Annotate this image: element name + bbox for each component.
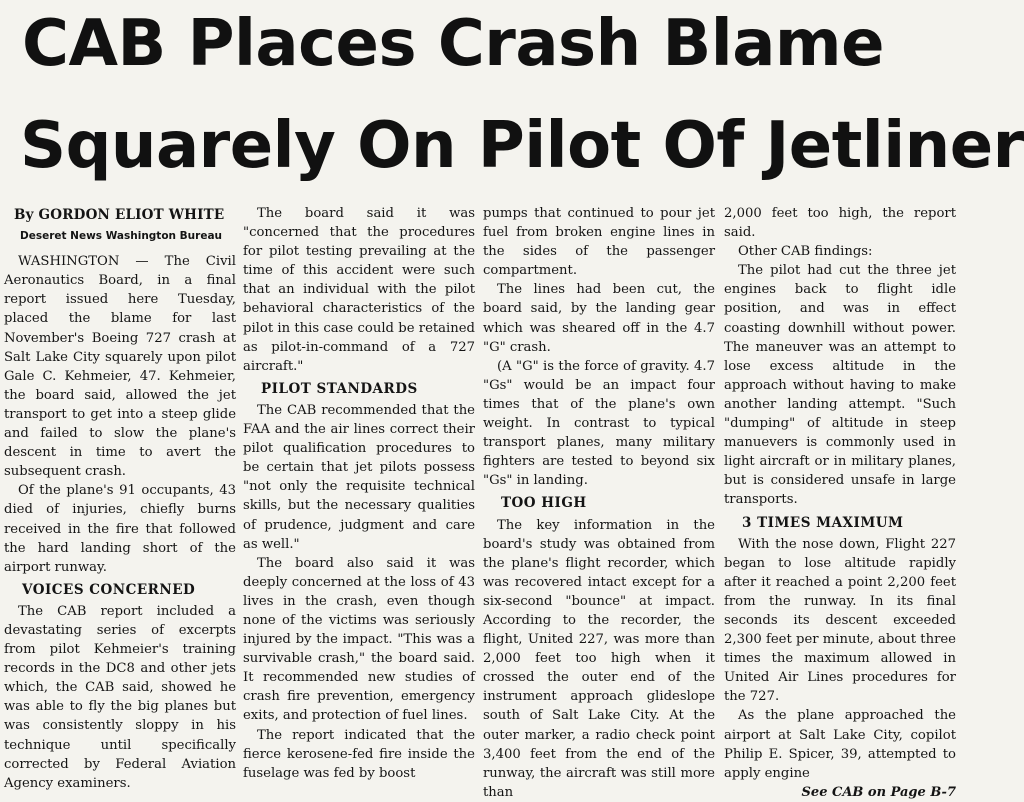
article-column-3: [483, 204, 715, 800]
article-column-4: [724, 204, 956, 800]
headline-line-2: Squarely On Pilot Of Jetliner: [20, 109, 1024, 183]
paragraph: The key information in the board's study was obtained from the plane's flight recorder, which was recovered intact except for a six-second "bounce" at impact. According to the recorder, the flight, United 227, was more than 2,000 feet too high when it crossed the outer end of the instrument approach glideslope south of Salt Lake City. At the outer marker, a radio check point 3,400 feet from the end of the runway, the aircraft was still more than: [483, 517, 715, 800]
subhead-too-high: TOO HIGH: [501, 495, 587, 512]
byline: By GORDON ELIOT WHITE: [14, 207, 225, 223]
paragraph: Of the plane's 91 occupants, 43 died of injuries, chiefly burns received in the fire that followed the hard landing short of the airport runway.: [4, 483, 236, 575]
paragraph: The CAB report included a devastating series of excerpts from pilot Kehmeier's training records in the DC8 and other jets which, the CAB said, showed he was able to fly the big planes but was consistently sloppy in his technique until specifically corrected by Federal Aviation Agency examiners.: [4, 603, 236, 791]
paragraph: The lines had been cut, the board said, by the landing gear which was sheared off in the 4.7 "G" crash.: [483, 282, 715, 355]
headline-line-1: CAB Places Crash Blame: [22, 7, 884, 81]
bureau-credit: Deseret News Washington Bureau: [20, 230, 223, 243]
paragraph: As the plane approached the airport at Salt Lake City, copilot Philip E. Spicer, 39, attempted to apply engine: [724, 708, 956, 781]
paragraph: The board said it was "concerned that the procedures for pilot testing prevailing at the time of this accident were such that an individual with the pilot behavioral characteristics of the pilot in this case could be retained as pilot-in-command of a 727 aircraft.": [243, 206, 475, 374]
paragraph: The report indicated that the fierce kerosene-fed fire inside the fuselage was fed by boost: [243, 727, 475, 781]
paragraph: With the nose down, Flight 227 began to lose altitude rapidly after it reached a point 2,200 feet from the runway. In its final seconds its descent exceeded 2,300 feet per minute, about three times the maximum allowed in United Air Lines procedures for the 727.: [724, 536, 956, 705]
subhead-3-times-maximum: 3 TIMES MAXIMUM: [742, 514, 904, 531]
paragraph: The CAB recommended that the FAA and the air lines correct their pilot qualification procedures to be certain that jet pilots possess "not only the requisite technical skills, but the necessary qualities of prudence, judgment and care as well.": [243, 402, 475, 552]
paragraph: pumps that continued to pour jet fuel from broken engine lines in the sides of the passenger compartment.: [483, 206, 715, 279]
paragraph: 2,000 feet too high, the report said.: [724, 206, 956, 241]
paragraph: WASHINGTON — The Civil Aeronautics Board, in a final report issued here Tuesday, placed the blame for last November's Boeing 727 crash at Salt Lake City squarely upon pilot Gale C. Kehmeier, 47. Kehmeier, the board said, allowed the jet transport to get into a steep glide and failed to slow the plane's descent in time to avert the subsequent crash.: [4, 254, 236, 480]
article-column-2: [243, 204, 475, 781]
paragraph: The pilot had cut the three jet engines back to flight idle position, and was in effect coasting downhill without power. The maneuver was an attempt to lose excess altitude in the approach without having to make another landing attempt. "Such "dumping" of altitude in steep manuevers is commonly used in light aircraft or in military planes, but is considered unsafe in large transports.: [724, 263, 956, 508]
article-column-1: [4, 204, 236, 791]
jump-line: See CAB on Page B-7: [801, 784, 956, 800]
subhead-pilot-standards: PILOT STANDARDS: [261, 380, 418, 397]
subhead-voices-concerned: VOICES CONCERNED: [22, 581, 196, 598]
paragraph: (A "G" is the force of gravity. 4.7 "Gs" would be an impact four times that of the plane's own weight. In contrast to typical transport planes, many military fighters are tested to beyond six "Gs" in landing.: [483, 358, 715, 489]
paragraph: The board also said it was deeply concerned at the loss of 43 lives in the crash, even though none of the victims was seriously injured by the impact. "This was a survivable crash," the board said. It recommended new studies of crash fire prevention, emergency exits, and protection of fuel lines.: [243, 555, 475, 724]
paragraph: Other CAB findings:: [738, 244, 873, 260]
